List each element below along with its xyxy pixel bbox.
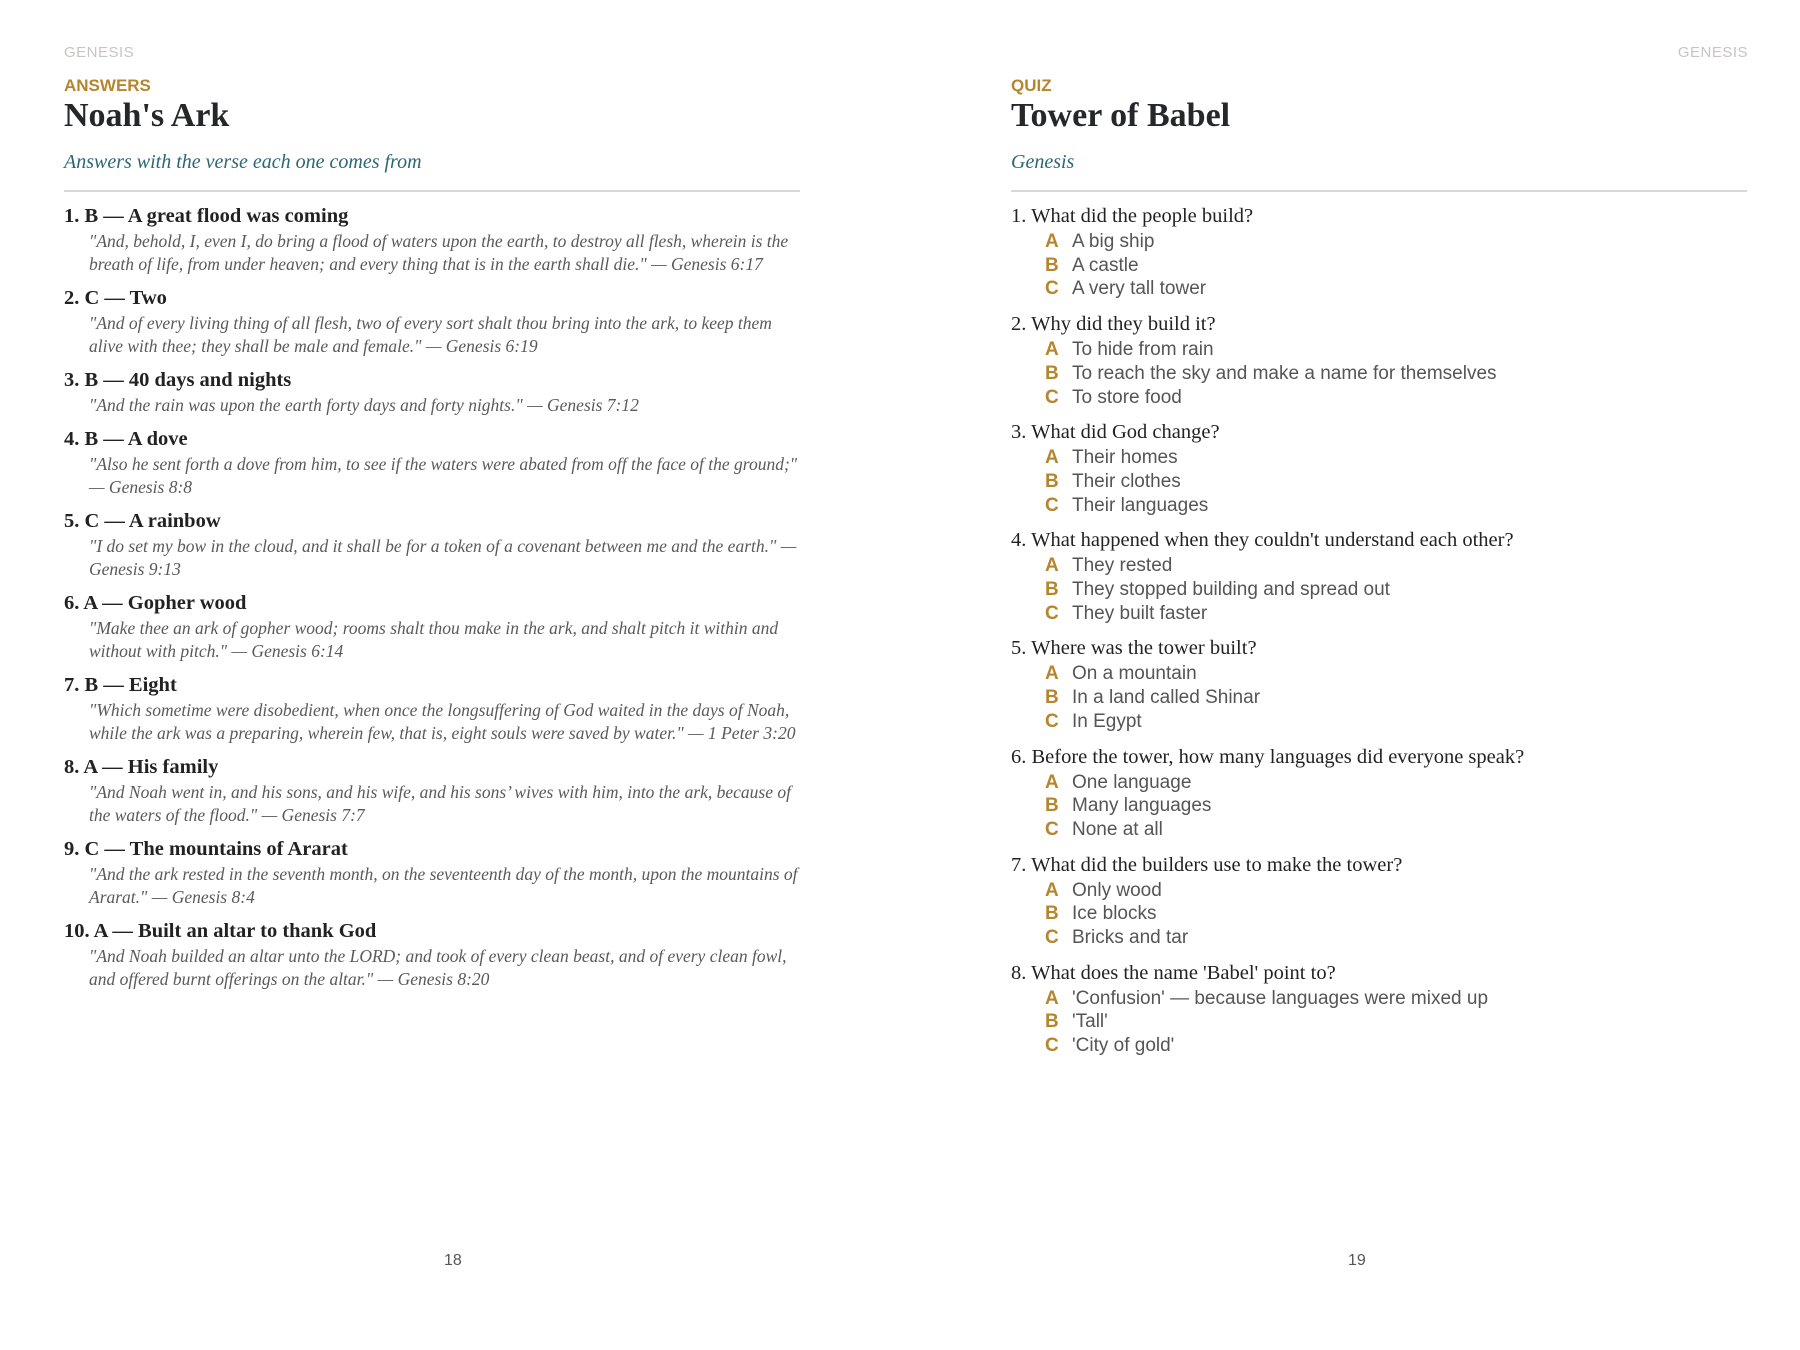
quiz-content [1011,76,1747,1067]
answer-verse: "And Noah went in, and his sons, and his wife, and his sons’ wives with him, into the ark, because of the waters of the flood." — Genesis 7:7 [89,782,791,825]
answer-heading: 5. C — A rainbow [64,510,221,532]
answer-verse: "And the rain was upon the earth forty days and forty nights." — Genesis 7:12 [89,395,639,415]
question-text: 7. What did the builders use to make the tower? [1011,853,1403,876]
option-letter: B [1045,362,1059,384]
answer-heading: 6. A — Gopher wood [64,592,247,614]
answer-verse: "Also he sent forth a dove from him, to see if the waters were abated from off the face of the ground;" — Genesis 8:8 [89,454,798,497]
option-letter: B [1045,903,1059,925]
answer-item [64,753,800,827]
quiz-option [1045,818,1747,842]
answer-verse: "And, behold, I, even I, do bring a flood of waters upon the earth, to destroy all flesh, wherein is the breath of life, from under heaven; and every thing that is in the earth shall die." — Genesis 6:17 [89,231,789,274]
page-subtitle: Genesis [1011,151,1075,173]
option-text: A castle [1072,254,1139,276]
quiz-option [1045,230,1747,254]
option-letter: B [1045,579,1059,601]
answer-heading: 2. C — Two [64,287,167,309]
option-text: Many languages [1072,795,1212,817]
question-text: 5. Where was the tower built? [1011,637,1257,660]
quiz-option [1045,338,1747,362]
option-text: They stopped building and spread out [1072,579,1390,601]
quiz-option [1045,926,1747,950]
option-list [1011,446,1747,517]
option-letter: C [1045,927,1059,949]
option-list [1011,771,1747,842]
option-list [1011,662,1747,733]
quiz-option [1045,602,1747,626]
option-letter: C [1045,386,1059,408]
quiz-option [1045,1010,1747,1034]
option-text: They rested [1072,555,1173,577]
option-letter: C [1045,1035,1059,1057]
option-text: Their homes [1072,447,1178,469]
answer-verse: "And of every living thing of all flesh, two of every sort shalt thou bring into the ark, to keep them alive with thee; they shall be male and female." — Genesis 6:19 [89,313,772,356]
quiz-question [1011,310,1747,409]
answer-item [64,917,800,991]
question-text: 3. What did God change? [1011,421,1220,444]
option-list [1011,879,1747,950]
option-letter: C [1045,602,1059,624]
quiz-question [1011,526,1747,625]
option-letter: A [1045,771,1059,793]
option-letter: A [1045,663,1059,685]
answer-item [64,284,800,358]
answer-verse: "I do set my bow in the cloud, and it shall be for a token of a covenant between me and the earth." — Genesis 9:13 [89,536,797,579]
answer-heading: 10. A — Built an altar to thank God [64,920,377,942]
option-text: Their languages [1072,494,1209,516]
option-text: 'Tall' [1072,1011,1108,1033]
quiz-option [1045,794,1747,818]
option-list [1011,987,1747,1058]
question-text: 4. What happened when they couldn't understand each other? [1011,529,1514,552]
option-text: 'Confusion' — because languages were mixed up [1072,987,1489,1009]
option-letter: B [1045,795,1059,817]
option-letter: C [1045,494,1059,516]
answer-heading: 9. C — The mountains of Ararat [64,838,348,860]
answer-heading: 1. B — A great flood was coming [64,205,349,227]
option-text: In Egypt [1072,710,1142,732]
quiz-option [1045,1034,1747,1058]
page-number: 19 [1348,1252,1366,1269]
option-text: Only wood [1072,879,1162,901]
option-letter: A [1045,879,1059,901]
answers-content [64,76,800,999]
option-letter: A [1045,987,1059,1009]
option-text: Ice blocks [1072,903,1157,925]
quiz-option [1045,987,1747,1011]
quiz-option [1045,386,1747,410]
option-text: 'City of gold' [1072,1035,1175,1057]
option-letter: A [1045,231,1059,252]
answer-item [64,589,800,663]
answer-verse: "Make thee an ark of gopher wood; rooms shalt thou make in the ark, and shalt pitch it within and without with pitch." — Genesis 6:14 [89,618,779,661]
question-text: 2. Why did they build it? [1011,313,1216,336]
option-text: To reach the sky and make a name for themselves [1072,362,1497,384]
option-letter: A [1045,555,1059,577]
divider [64,190,800,192]
quiz-question [1011,634,1747,733]
answer-item [64,671,800,745]
answer-verse: "And Noah builded an altar unto the LORD; and took of every clean beast, and of every clean fowl, and offered burnt offerings on the altar." — Genesis 8:20 [89,946,787,989]
option-text: Bricks and tar [1072,927,1189,949]
answer-verse: "Which sometime were disobedient, when once the longsuffering of God waited in the days of Noah, while the ark was a preparing, wherein few, that is, eight souls were saved by water." — 1 Peter 3:20 [89,700,796,743]
option-text: A big ship [1072,231,1155,252]
option-letter: B [1045,1011,1059,1033]
quiz-option [1045,578,1747,602]
option-text: To hide from rain [1072,339,1214,361]
answer-item [64,366,800,417]
quiz-option [1045,771,1747,795]
quiz-option [1045,362,1747,386]
quiz-option [1045,710,1747,734]
option-text: One language [1072,771,1192,793]
quiz-option [1045,470,1747,494]
question-text: 1. What did the people build? [1011,205,1254,227]
quiz-option [1045,446,1747,470]
quiz-option [1045,554,1747,578]
quiz-question [1011,743,1747,842]
option-list [1011,230,1747,301]
question-text: 8. What does the name 'Babel' point to? [1011,961,1336,984]
quiz-question [1011,851,1747,950]
answer-heading: 4. B — A dove [64,428,188,450]
quiz-question [1011,418,1747,517]
option-text: On a mountain [1072,663,1197,685]
answer-item [64,425,800,499]
quiz-question [1011,202,1747,301]
option-letter: C [1045,818,1059,840]
option-letter: A [1045,447,1059,469]
running-head: GENESIS [64,44,135,61]
answer-heading: 7. B — Eight [64,674,177,696]
quiz-option [1045,879,1747,903]
answer-heading: 3. B — 40 days and nights [64,369,292,391]
quiz-option [1045,686,1747,710]
option-text: A very tall tower [1072,278,1207,300]
answer-verse: "And the ark rested in the seventh month, on the seventeenth day of the month, upon the mountains of Ararat." — Genesis 8:4 [89,864,798,907]
divider [1011,190,1747,192]
option-letter: C [1045,278,1059,300]
option-list [1011,554,1747,625]
quiz-option [1045,662,1747,686]
option-list [1011,338,1747,409]
quiz-option [1045,254,1747,278]
page-title: Noah's Ark [64,97,230,134]
option-text: Their clothes [1072,470,1181,492]
section-kicker: QUIZ [1011,76,1052,95]
option-letter: B [1045,687,1059,709]
option-letter: B [1045,254,1059,276]
option-text: They built faster [1072,602,1208,624]
section-kicker: ANSWERS [64,76,151,95]
option-letter: A [1045,339,1059,361]
answer-item [64,507,800,581]
quiz-option [1045,277,1747,301]
option-text: None at all [1072,818,1163,840]
question-text: 6. Before the tower, how many languages did everyone speak? [1011,745,1525,768]
quiz-option [1045,494,1747,518]
running-head: GENESIS [1677,44,1748,61]
answer-item [64,202,800,276]
option-letter: B [1045,470,1059,492]
answer-item [64,835,800,909]
page-subtitle: Answers with the verse each one comes from [64,151,422,173]
right-page [900,0,1800,1350]
quiz-option [1045,902,1747,926]
option-text: To store food [1072,386,1182,408]
quiz-question [1011,959,1747,1058]
page-title: Tower of Babel [1011,97,1231,134]
page-number: 18 [444,1252,462,1269]
option-text: In a land called Shinar [1072,687,1261,709]
answer-heading: 8. A — His family [64,756,219,778]
option-letter: C [1045,710,1059,732]
